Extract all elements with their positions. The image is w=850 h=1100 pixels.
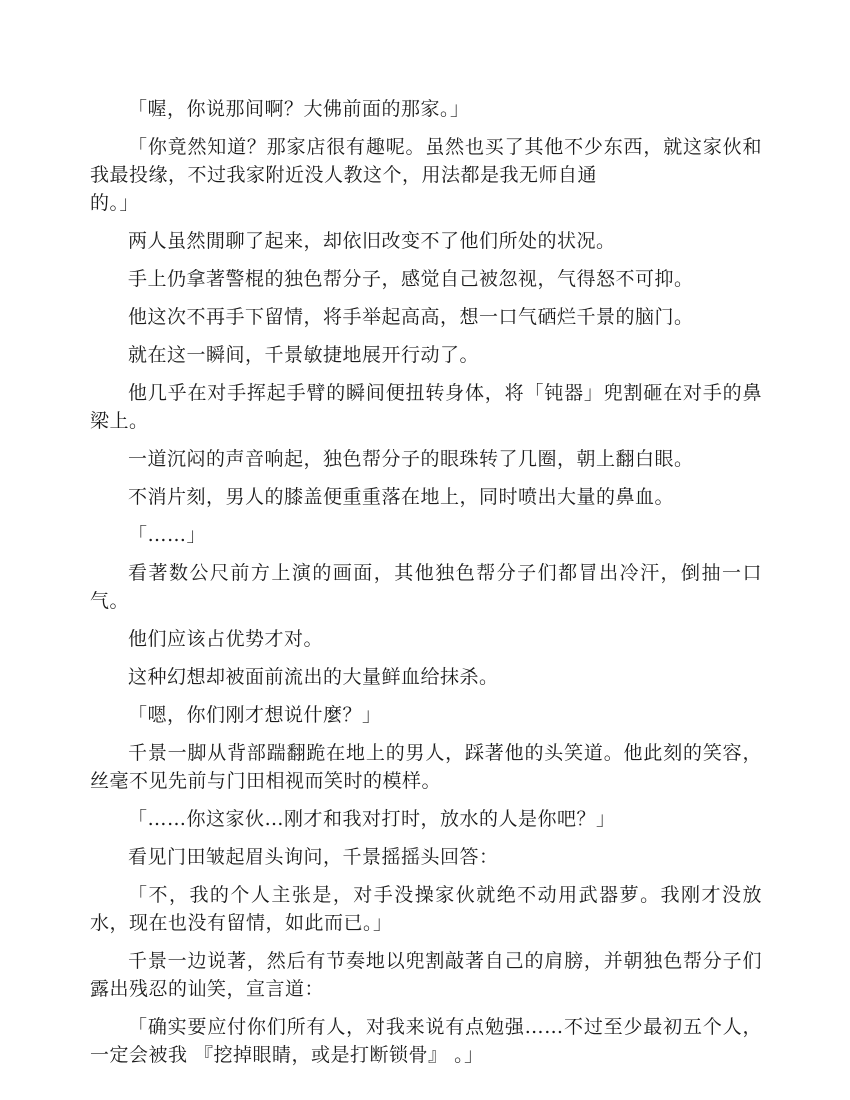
paragraph: 他这次不再手下留情，将手举起高高，想一口气硒烂千景的脑门。 bbox=[128, 306, 694, 328]
paragraph: 「……你这家伙…刚才和我对打时，放水的人是你吧？」 bbox=[128, 808, 616, 830]
paragraph: 千景一脚从背部踹翻跪在地上的男人，踩著他的头笑道。他此刻的笑容，丝毫不见先前与门田相视而笑时的模样。 bbox=[90, 742, 762, 792]
paragraph: 「确实要应付你们所有人，对我来说有点勉强……不过至少最初五个人，一定会被我 『挖掉眼睛，或是打断锁骨』 。」 bbox=[90, 1016, 762, 1066]
paragraph: 「嗯，你们刚才想说什麼？」 bbox=[128, 704, 382, 726]
paragraph: 就在这一瞬间，千景敏捷地展开行动了。 bbox=[128, 344, 480, 366]
paragraph: 这种幻想却被面前流出的大量鲜血给抹杀。 bbox=[128, 666, 499, 688]
document-page bbox=[90, 95, 762, 1079]
paragraph: 「……」 bbox=[128, 524, 207, 546]
paragraph: 一道沉闷的声音响起，独色帮分子的眼珠转了几圈，朝上翻白眼。 bbox=[128, 448, 694, 470]
paragraph: 他几乎在对手挥起手臂的瞬间便扭转身体，将「钝器」兜割砸在对手的鼻梁上。 bbox=[90, 382, 762, 432]
paragraph: 手上仍拿著警棍的独色帮分子，感觉自己被忽视，气得怒不可抑。 bbox=[128, 268, 694, 290]
paragraph: 千景一边说著，然后有节奏地以兜割敲著自己的肩膀，并朝独色帮分子们露出残忍的讪笑，宣言道： bbox=[90, 950, 762, 1000]
paragraph: 「喔，你说那间啊？大佛前面的那家。」 bbox=[128, 98, 470, 120]
paragraph: 不消片刻，男人的膝盖便重重落在地上，同时喷出大量的鼻血。 bbox=[128, 486, 675, 508]
paragraph: 他们应该占优势才对。 bbox=[128, 628, 324, 650]
paragraph: 「你竟然知道？那家店很有趣呢。虽然也买了其他不少东西，就这家伙和我最投缘，不过我家附近没人教这个，用法都是我无师自通 的。」 bbox=[90, 136, 762, 214]
paragraph: 「不，我的个人主张是，对手没操家伙就绝不动用武器萝。我刚才没放水，现在也没有留情，如此而已。」 bbox=[90, 884, 762, 934]
paragraph: 看著数公尺前方上演的画面，其他独色帮分子们都冒出冷汗，倒抽一口气。 bbox=[90, 562, 762, 612]
paragraph: 看见门田皱起眉头询问，千景摇摇头回答： bbox=[128, 846, 499, 868]
paragraph: 两人虽然閒聊了起来，却依旧改变不了他们所处的状况。 bbox=[128, 230, 616, 252]
